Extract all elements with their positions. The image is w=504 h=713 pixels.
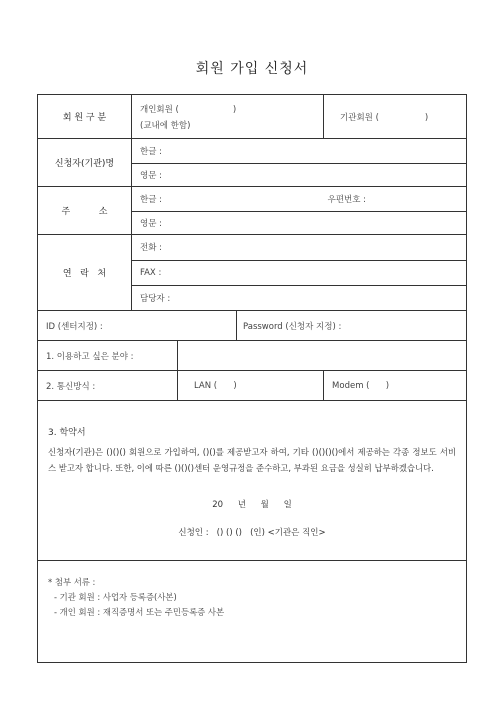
membership-row bbox=[38, 95, 467, 139]
contact-row bbox=[38, 235, 467, 311]
lan-option[interactable]: LAN ( ) bbox=[178, 371, 324, 401]
agreement-body: 신청자(기관)은 ()()() 회원으로 가입하여, ()()를 제공받고자 하여, 기타 ()()()()에서 제공하는 각종 정보도 서비스 받고자 합니다. 또한, 이에 따른 ()()()센터 운영규정을 준수하고, 부과된 요금을 성실히 납부하겠습니다. bbox=[48, 447, 457, 473]
agreement-row bbox=[38, 401, 467, 561]
contact-person-field[interactable]: 담당자 : bbox=[140, 293, 171, 304]
communication-label: 2. 통신방식 : bbox=[38, 371, 178, 401]
applicant-row bbox=[38, 139, 467, 187]
institution-member-option[interactable]: 기관회원 ( ) bbox=[324, 95, 467, 139]
agreement-date: 20 년 월 일 bbox=[212, 500, 292, 510]
contact-label: 연 락 처 bbox=[38, 235, 132, 311]
membership-label: 회 원 구 분 bbox=[38, 95, 132, 139]
personal-member-option: 개인회원 ( ) bbox=[140, 104, 237, 115]
address-english-field[interactable]: 영문 : bbox=[140, 218, 162, 229]
applicant-korean-field[interactable]: 한글 : bbox=[132, 139, 466, 163]
postal-code-field[interactable]: 우편번호 : bbox=[327, 194, 367, 205]
phone-field[interactable]: 전화 : bbox=[132, 235, 466, 260]
modem-option[interactable]: Modem ( ) bbox=[324, 371, 467, 401]
personal-member-cell[interactable] bbox=[132, 95, 324, 139]
page-title: 회원 가입 신청서 bbox=[195, 61, 309, 77]
field-label: 1. 이용하고 싶은 분야 : bbox=[38, 341, 178, 371]
attachment-item: - 기관 회원 : 사업자 등록증(사본) bbox=[54, 592, 177, 602]
applicant-label: 신청자(기관)명 bbox=[38, 139, 132, 187]
fax-field[interactable]: FAX : bbox=[132, 260, 466, 285]
address-korean-field[interactable]: 한글 : bbox=[140, 194, 162, 205]
id-field[interactable]: ID (센터지정) : bbox=[38, 311, 237, 341]
applicant-signature: 신청인 : () () () (인) <기관은 직인> bbox=[178, 528, 326, 538]
id-row bbox=[38, 311, 467, 341]
personal-member-note: (교내에 한함) bbox=[140, 120, 191, 131]
agreement-heading: 3. 학약서 bbox=[48, 428, 86, 438]
attachment-item: - 개인 회원 : 재직증명서 또는 주민등록증 사본 bbox=[54, 607, 225, 617]
attachments-row bbox=[38, 561, 467, 663]
password-field[interactable]: Password (신청자 지정) : bbox=[237, 311, 467, 341]
address-row bbox=[38, 187, 467, 235]
application-form bbox=[37, 94, 467, 663]
applicant-english-field[interactable]: 영문 : bbox=[140, 170, 162, 181]
attachments-heading: * 첨부 서류 : bbox=[48, 577, 96, 587]
communication-row bbox=[38, 371, 467, 401]
address-label: 주 소 bbox=[38, 187, 132, 235]
field-row bbox=[38, 341, 467, 371]
field-input[interactable] bbox=[178, 341, 467, 371]
